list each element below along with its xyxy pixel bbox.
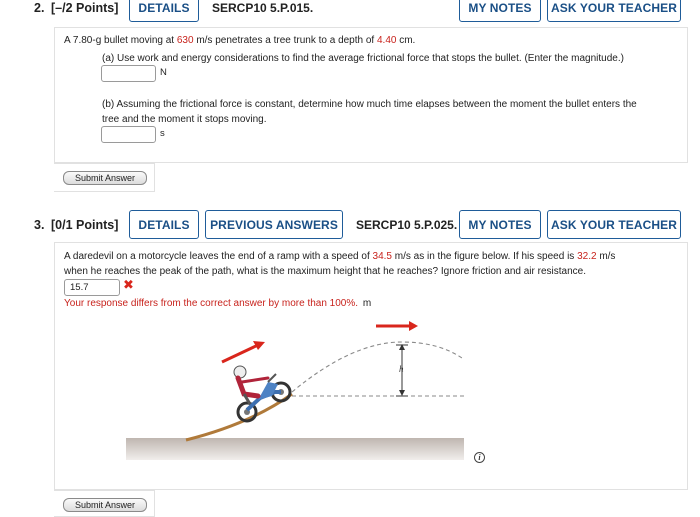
q3-question-text-line2: when he reaches the peak of the path, what is the maximum height that he reaches? Ignore friction and air resistance. [64,266,586,277]
q3-details-button[interactable]: DETAILS [129,210,199,239]
q2-part-b-input[interactable] [101,126,156,143]
q3-previous-answers-button[interactable]: PREVIOUS ANSWERS [205,210,343,239]
q2-intro-text: A 7.80-g bullet moving at 630 m/s penetrates a tree trunk to a depth of 4.40 cm. [64,35,416,46]
info-icon[interactable]: i [474,452,485,463]
q2-details-button[interactable]: DETAILS [129,0,199,22]
q2-part-b-text-line1: (b) Assuming the frictional force is constant, determine how much time elapses between the moment the bullet enters the [102,99,637,110]
x-mark-icon: ✖ [123,277,134,292]
q2-my-notes-button[interactable]: MY NOTES [459,0,541,22]
q2-part-b-unit: s [160,128,165,139]
q2-part-a-input[interactable] [101,65,156,82]
q2-depth-value: 4.40 [376,35,397,46]
q3-my-notes-button[interactable]: MY NOTES [459,210,541,239]
q2-number: 2. [34,1,45,15]
q2-part-a-unit: N [160,67,167,78]
q3-figure [120,312,480,462]
q3-feedback-message: Your response differs from the correct answer by more than 100%. m [64,298,372,309]
figure-ground [126,438,464,460]
q3-ask-teacher-button[interactable]: ASK YOUR TEACHER [547,210,681,239]
q3-question-text-line1: A daredevil on a motorcycle leaves the end of a ramp with a speed of 34.5 m/s as in the figure below. If his speed is 32.2 m/s [64,251,616,262]
q3-problem-code: SERCP10 5.P.025. [356,218,458,232]
q3-ramp-speed: 34.5 [372,251,392,262]
q2-submit-button[interactable]: Submit Answer [63,171,147,185]
q3-number: 3. [34,218,45,232]
q3-answer-input[interactable] [64,279,120,296]
q3-answer-unit: m [362,298,372,309]
q2-part-b-text-line2: tree and the moment it stops moving. [102,114,267,125]
q3-submit-button[interactable]: Submit Answer [63,498,147,512]
q2-points: [–/2 Points] [51,1,119,15]
figure-trajectory [292,342,462,392]
q3-peak-speed: 32.2 [577,251,597,262]
figure-velocity-arrow-ramp [222,345,258,362]
q3-points: [0/1 Points] [51,218,119,232]
q2-problem-code: SERCP10 5.P.015. [212,1,314,15]
figure-label-h: h [399,364,404,374]
q2-ask-teacher-button[interactable]: ASK YOUR TEACHER [547,0,681,22]
q2-part-a-text: (a) Use work and energy considerations to find the average frictional force that stops the bullet. (Enter the magnitude.) [102,53,624,64]
q2-bullet-speed: 630 [176,35,194,46]
